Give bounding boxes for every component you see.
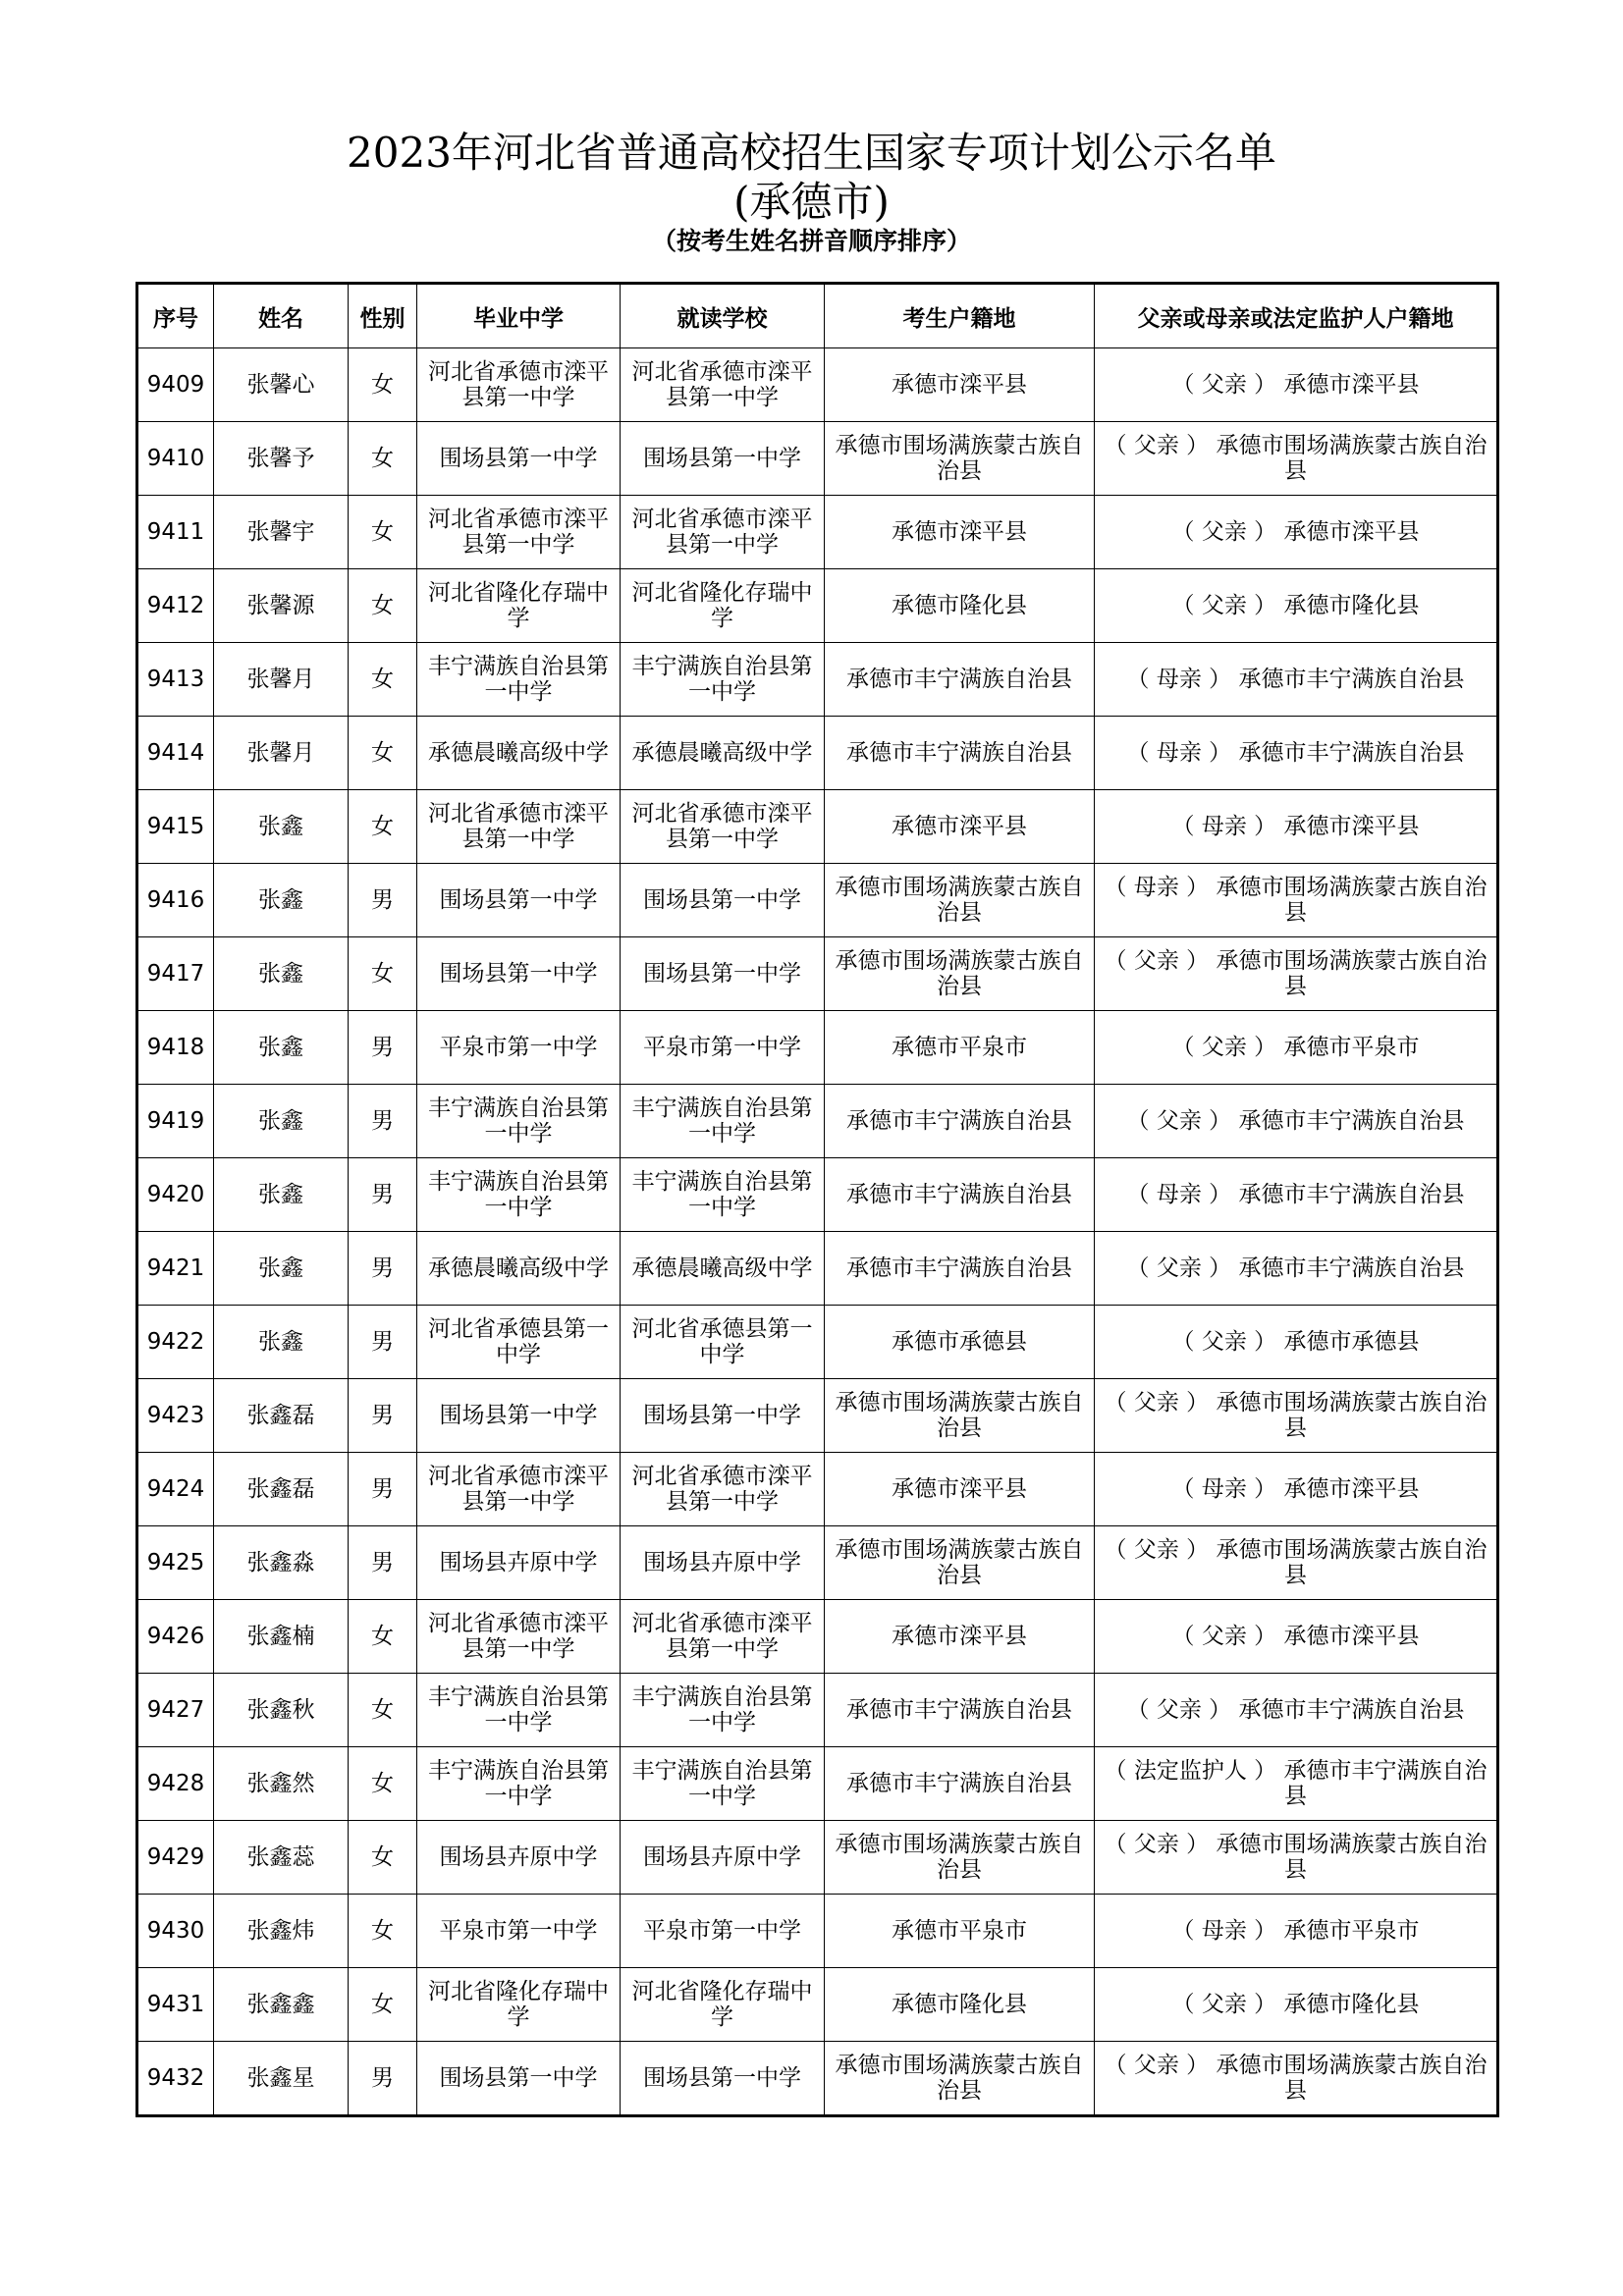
table-row <box>137 422 1498 496</box>
document-title: 2023年河北省普通高校招生国家专项计划公示名单 <box>347 129 1276 177</box>
cell-current-school: 围场县第一中学 <box>621 864 825 937</box>
cell-name: 张鑫炜 <box>214 1895 349 1968</box>
document-subtitle-city: (承德市) <box>733 178 890 226</box>
cell-gender: 女 <box>349 937 417 1011</box>
cell-guardian-household: （ 父亲 ） 承德市围场满族蒙古族自治县 <box>1095 1526 1498 1600</box>
cell-graduated-school: 河北省承德县第一中学 <box>417 1306 621 1379</box>
cell-name: 张馨心 <box>214 348 349 422</box>
cell-seq: 9430 <box>137 1895 214 1968</box>
cell-graduated-school: 丰宁满族自治县第一中学 <box>417 1085 621 1158</box>
cell-gender: 男 <box>349 864 417 937</box>
cell-name: 张鑫淼 <box>214 1526 349 1600</box>
cell-graduated-school: 河北省承德市滦平县第一中学 <box>417 790 621 864</box>
table-header-row <box>137 284 1498 348</box>
cell-student-household: 承德市平泉市 <box>825 1011 1095 1085</box>
cell-guardian-household: （ 父亲 ） 承德市围场满族蒙古族自治县 <box>1095 2042 1498 2116</box>
cell-student-household: 承德市围场满族蒙古族自治县 <box>825 1821 1095 1895</box>
cell-current-school: 围场县第一中学 <box>621 2042 825 2116</box>
cell-current-school: 围场县第一中学 <box>621 937 825 1011</box>
cell-current-school: 平泉市第一中学 <box>621 1895 825 1968</box>
cell-student-household: 承德市丰宁满族自治县 <box>825 1085 1095 1158</box>
cell-gender: 男 <box>349 1526 417 1600</box>
cell-current-school: 河北省承德市滦平县第一中学 <box>621 790 825 864</box>
cell-guardian-household: （ 母亲 ） 承德市滦平县 <box>1095 790 1498 864</box>
cell-gender: 女 <box>349 790 417 864</box>
cell-guardian-household: （ 父亲 ） 承德市丰宁满族自治县 <box>1095 1674 1498 1747</box>
cell-current-school: 丰宁满族自治县第一中学 <box>621 1158 825 1232</box>
cell-name: 张鑫 <box>214 1085 349 1158</box>
cell-graduated-school: 围场县卉原中学 <box>417 1821 621 1895</box>
cell-guardian-household: （ 母亲 ） 承德市滦平县 <box>1095 1453 1498 1526</box>
cell-gender: 女 <box>349 1674 417 1747</box>
cell-guardian-household: （ 法定监护人 ） 承德市丰宁满族自治县 <box>1095 1747 1498 1821</box>
cell-current-school: 丰宁满族自治县第一中学 <box>621 643 825 717</box>
cell-guardian-household: （ 母亲 ） 承德市丰宁满族自治县 <box>1095 1158 1498 1232</box>
header-guardian-household: 父亲或母亲或法定监护人户籍地 <box>1095 284 1498 348</box>
cell-graduated-school: 河北省承德市滦平县第一中学 <box>417 1600 621 1674</box>
table-row <box>137 864 1498 937</box>
cell-student-household: 承德市丰宁满族自治县 <box>825 717 1095 790</box>
cell-student-household: 承德市围场满族蒙古族自治县 <box>825 864 1095 937</box>
cell-current-school: 承德晨曦高级中学 <box>621 717 825 790</box>
cell-seq: 9431 <box>137 1968 214 2042</box>
cell-seq: 9411 <box>137 496 214 569</box>
table-row <box>137 1011 1498 1085</box>
cell-name: 张鑫磊 <box>214 1453 349 1526</box>
cell-seq: 9428 <box>137 1747 214 1821</box>
table-row <box>137 1968 1498 2042</box>
header-graduated-school: 毕业中学 <box>417 284 621 348</box>
cell-current-school: 河北省承德县第一中学 <box>621 1306 825 1379</box>
cell-seq: 9415 <box>137 790 214 864</box>
cell-gender: 男 <box>349 1379 417 1453</box>
cell-name: 张鑫 <box>214 937 349 1011</box>
cell-current-school: 丰宁满族自治县第一中学 <box>621 1085 825 1158</box>
cell-current-school: 丰宁满族自治县第一中学 <box>621 1674 825 1747</box>
cell-name: 张鑫 <box>214 1306 349 1379</box>
cell-current-school: 河北省承德市滦平县第一中学 <box>621 496 825 569</box>
cell-seq: 9424 <box>137 1453 214 1526</box>
cell-gender: 男 <box>349 1232 417 1306</box>
cell-student-household: 承德市丰宁满族自治县 <box>825 643 1095 717</box>
cell-gender: 男 <box>349 1158 417 1232</box>
cell-current-school: 围场县卉原中学 <box>621 1821 825 1895</box>
cell-seq: 9423 <box>137 1379 214 1453</box>
cell-seq: 9413 <box>137 643 214 717</box>
cell-seq: 9416 <box>137 864 214 937</box>
header-student-household: 考生户籍地 <box>825 284 1095 348</box>
cell-current-school: 承德晨曦高级中学 <box>621 1232 825 1306</box>
table-row <box>137 1526 1498 1600</box>
cell-student-household: 承德市丰宁满族自治县 <box>825 1747 1095 1821</box>
cell-seq: 9432 <box>137 2042 214 2116</box>
cell-graduated-school: 围场县卉原中学 <box>417 1526 621 1600</box>
cell-current-school: 河北省承德市滦平县第一中学 <box>621 1600 825 1674</box>
cell-seq: 9421 <box>137 1232 214 1306</box>
table-row <box>137 2042 1498 2116</box>
cell-guardian-household: （ 父亲 ） 承德市围场满族蒙古族自治县 <box>1095 422 1498 496</box>
cell-seq: 9419 <box>137 1085 214 1158</box>
cell-student-household: 承德市滦平县 <box>825 496 1095 569</box>
cell-name: 张鑫 <box>214 790 349 864</box>
cell-name: 张馨予 <box>214 422 349 496</box>
table-row <box>137 937 1498 1011</box>
cell-gender: 女 <box>349 717 417 790</box>
cell-name: 张鑫 <box>214 864 349 937</box>
cell-gender: 男 <box>349 2042 417 2116</box>
cell-current-school: 河北省隆化存瑞中学 <box>621 1968 825 2042</box>
cell-gender: 女 <box>349 1821 417 1895</box>
table-row <box>137 1674 1498 1747</box>
cell-guardian-household: （ 父亲 ） 承德市承德县 <box>1095 1306 1498 1379</box>
cell-gender: 男 <box>349 1011 417 1085</box>
cell-student-household: 承德市丰宁满族自治县 <box>825 1232 1095 1306</box>
cell-graduated-school: 围场县第一中学 <box>417 937 621 1011</box>
cell-name: 张鑫磊 <box>214 1379 349 1453</box>
table-row <box>137 643 1498 717</box>
table-row <box>137 1306 1498 1379</box>
table-row <box>137 569 1498 643</box>
header-current-school: 就读学校 <box>621 284 825 348</box>
cell-guardian-household: （ 父亲 ） 承德市隆化县 <box>1095 1968 1498 2042</box>
cell-name: 张鑫然 <box>214 1747 349 1821</box>
cell-gender: 女 <box>349 1895 417 1968</box>
cell-graduated-school: 河北省承德市滦平县第一中学 <box>417 348 621 422</box>
table-row <box>137 1747 1498 1821</box>
cell-guardian-household: （ 父亲 ） 承德市围场满族蒙古族自治县 <box>1095 1379 1498 1453</box>
cell-name: 张鑫蕊 <box>214 1821 349 1895</box>
cell-current-school: 围场县卉原中学 <box>621 1526 825 1600</box>
table-row <box>137 1158 1498 1232</box>
cell-graduated-school: 围场县第一中学 <box>417 422 621 496</box>
cell-guardian-household: （ 父亲 ） 承德市丰宁满族自治县 <box>1095 1085 1498 1158</box>
cell-name: 张馨月 <box>214 643 349 717</box>
cell-student-household: 承德市滦平县 <box>825 348 1095 422</box>
cell-seq: 9425 <box>137 1526 214 1600</box>
cell-student-household: 承德市隆化县 <box>825 1968 1095 2042</box>
cell-gender: 女 <box>349 1747 417 1821</box>
cell-seq: 9412 <box>137 569 214 643</box>
cell-student-household: 承德市滦平县 <box>825 1453 1095 1526</box>
cell-gender: 女 <box>349 643 417 717</box>
cell-gender: 女 <box>349 348 417 422</box>
cell-gender: 女 <box>349 569 417 643</box>
table-row <box>137 348 1498 422</box>
cell-graduated-school: 承德晨曦高级中学 <box>417 1232 621 1306</box>
cell-student-household: 承德市围场满族蒙古族自治县 <box>825 1526 1095 1600</box>
cell-gender: 女 <box>349 1968 417 2042</box>
cell-graduated-school: 丰宁满族自治县第一中学 <box>417 643 621 717</box>
cell-name: 张鑫 <box>214 1011 349 1085</box>
table-row <box>137 1085 1498 1158</box>
cell-graduated-school: 河北省承德市滦平县第一中学 <box>417 1453 621 1526</box>
cell-student-household: 承德市隆化县 <box>825 569 1095 643</box>
cell-gender: 男 <box>349 1453 417 1526</box>
cell-gender: 男 <box>349 1306 417 1379</box>
cell-guardian-household: （ 父亲 ） 承德市滦平县 <box>1095 1600 1498 1674</box>
cell-seq: 9427 <box>137 1674 214 1747</box>
table-row <box>137 1379 1498 1453</box>
cell-current-school: 河北省承德市滦平县第一中学 <box>621 348 825 422</box>
cell-student-household: 承德市丰宁满族自治县 <box>825 1674 1095 1747</box>
cell-graduated-school: 河北省隆化存瑞中学 <box>417 1968 621 2042</box>
cell-student-household: 承德市滦平县 <box>825 1600 1095 1674</box>
cell-guardian-household: （ 父亲 ） 承德市平泉市 <box>1095 1011 1498 1085</box>
table-row <box>137 717 1498 790</box>
table-row <box>137 1232 1498 1306</box>
cell-seq: 9418 <box>137 1011 214 1085</box>
cell-name: 张馨月 <box>214 717 349 790</box>
cell-name: 张鑫秋 <box>214 1674 349 1747</box>
header-seq: 序号 <box>137 284 214 348</box>
cell-seq: 9420 <box>137 1158 214 1232</box>
cell-student-household: 承德市滦平县 <box>825 790 1095 864</box>
cell-current-school: 平泉市第一中学 <box>621 1011 825 1085</box>
document-sort-note: （按考生姓名拼音顺序排序） <box>651 227 971 255</box>
cell-current-school: 围场县第一中学 <box>621 1379 825 1453</box>
cell-graduated-school: 围场县第一中学 <box>417 1379 621 1453</box>
cell-graduated-school: 围场县第一中学 <box>417 864 621 937</box>
cell-name: 张鑫 <box>214 1158 349 1232</box>
cell-guardian-household: （ 父亲 ） 承德市滦平县 <box>1095 496 1498 569</box>
roster-table <box>135 282 1499 2117</box>
cell-guardian-household: （ 母亲 ） 承德市围场满族蒙古族自治县 <box>1095 864 1498 937</box>
cell-current-school: 河北省承德市滦平县第一中学 <box>621 1453 825 1526</box>
table-row <box>137 1600 1498 1674</box>
header-gender: 性别 <box>349 284 417 348</box>
cell-graduated-school: 河北省隆化存瑞中学 <box>417 569 621 643</box>
cell-guardian-household: （ 父亲 ） 承德市围场满族蒙古族自治县 <box>1095 937 1498 1011</box>
cell-seq: 9414 <box>137 717 214 790</box>
cell-student-household: 承德市围场满族蒙古族自治县 <box>825 422 1095 496</box>
cell-student-household: 承德市围场满族蒙古族自治县 <box>825 1379 1095 1453</box>
cell-guardian-household: （ 父亲 ） 承德市围场满族蒙古族自治县 <box>1095 1821 1498 1895</box>
cell-student-household: 承德市围场满族蒙古族自治县 <box>825 2042 1095 2116</box>
cell-seq: 9429 <box>137 1821 214 1895</box>
cell-gender: 女 <box>349 496 417 569</box>
cell-name: 张鑫鑫 <box>214 1968 349 2042</box>
cell-guardian-household: （ 父亲 ） 承德市隆化县 <box>1095 569 1498 643</box>
cell-name: 张鑫 <box>214 1232 349 1306</box>
cell-student-household: 承德市平泉市 <box>825 1895 1095 1968</box>
table-row <box>137 1821 1498 1895</box>
cell-gender: 男 <box>349 1085 417 1158</box>
cell-name: 张鑫楠 <box>214 1600 349 1674</box>
cell-graduated-school: 丰宁满族自治县第一中学 <box>417 1158 621 1232</box>
cell-student-household: 承德市丰宁满族自治县 <box>825 1158 1095 1232</box>
cell-graduated-school: 围场县第一中学 <box>417 2042 621 2116</box>
cell-seq: 9410 <box>137 422 214 496</box>
cell-graduated-school: 丰宁满族自治县第一中学 <box>417 1747 621 1821</box>
cell-seq: 9409 <box>137 348 214 422</box>
cell-current-school: 丰宁满族自治县第一中学 <box>621 1747 825 1821</box>
cell-seq: 9426 <box>137 1600 214 1674</box>
cell-graduated-school: 平泉市第一中学 <box>417 1895 621 1968</box>
cell-guardian-household: （ 母亲 ） 承德市平泉市 <box>1095 1895 1498 1968</box>
cell-seq: 9422 <box>137 1306 214 1379</box>
table-row <box>137 496 1498 569</box>
cell-seq: 9417 <box>137 937 214 1011</box>
cell-graduated-school: 丰宁满族自治县第一中学 <box>417 1674 621 1747</box>
table-row <box>137 1895 1498 1968</box>
cell-student-household: 承德市承德县 <box>825 1306 1095 1379</box>
cell-current-school: 河北省隆化存瑞中学 <box>621 569 825 643</box>
cell-name: 张馨宇 <box>214 496 349 569</box>
cell-guardian-household: （ 母亲 ） 承德市丰宁满族自治县 <box>1095 643 1498 717</box>
cell-name: 张馨源 <box>214 569 349 643</box>
cell-guardian-household: （ 父亲 ） 承德市滦平县 <box>1095 348 1498 422</box>
cell-graduated-school: 河北省承德市滦平县第一中学 <box>417 496 621 569</box>
cell-name: 张鑫星 <box>214 2042 349 2116</box>
cell-graduated-school: 承德晨曦高级中学 <box>417 717 621 790</box>
cell-gender: 女 <box>349 422 417 496</box>
cell-student-household: 承德市围场满族蒙古族自治县 <box>825 937 1095 1011</box>
header-name: 姓名 <box>214 284 349 348</box>
table-body <box>137 348 1498 2116</box>
table-row <box>137 790 1498 864</box>
table-row <box>137 1453 1498 1526</box>
cell-graduated-school: 平泉市第一中学 <box>417 1011 621 1085</box>
cell-current-school: 围场县第一中学 <box>621 422 825 496</box>
cell-guardian-household: （ 父亲 ） 承德市丰宁满族自治县 <box>1095 1232 1498 1306</box>
cell-gender: 女 <box>349 1600 417 1674</box>
cell-guardian-household: （ 母亲 ） 承德市丰宁满族自治县 <box>1095 717 1498 790</box>
